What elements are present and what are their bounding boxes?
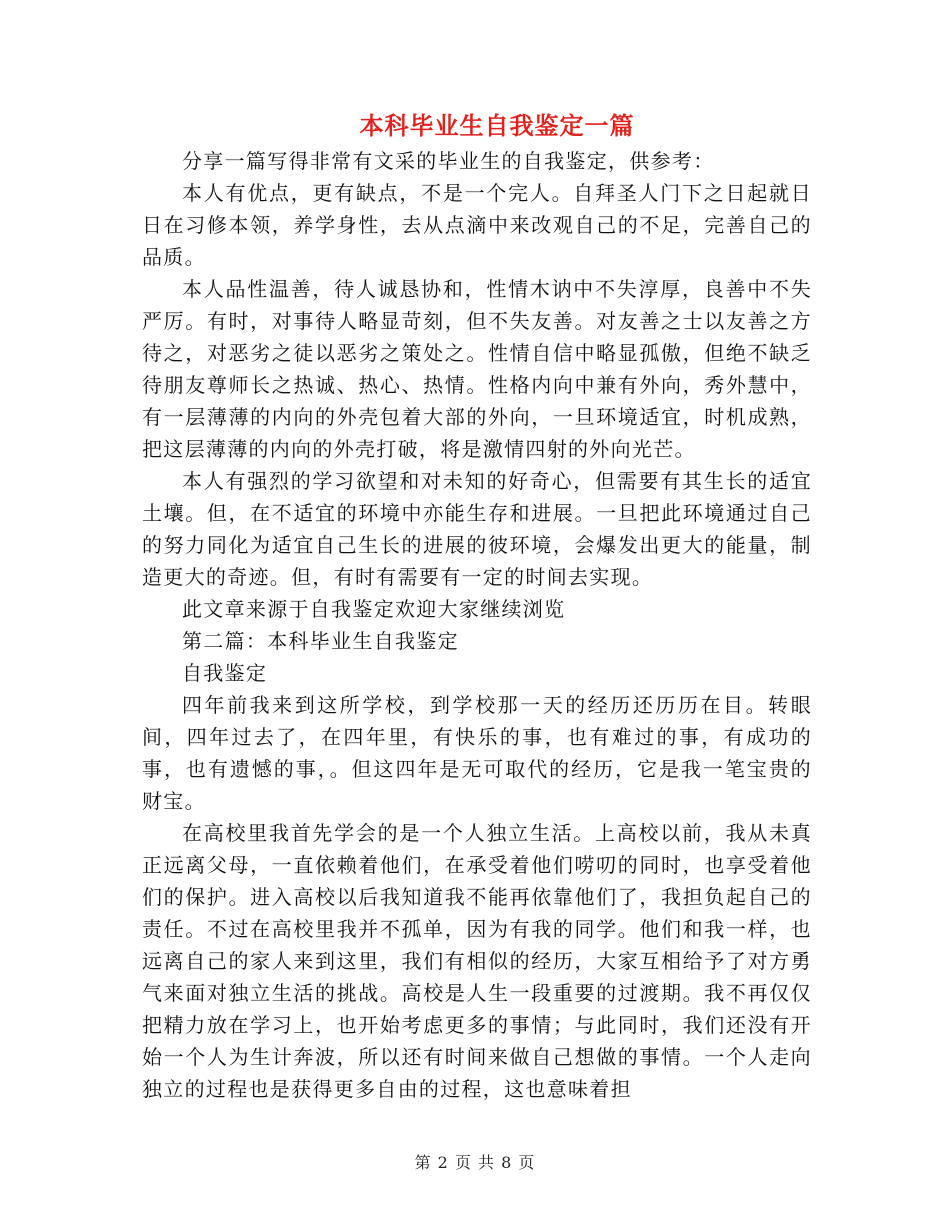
document-body [142, 145, 812, 1105]
paragraph-source-note: 此文章来源于自我鉴定欢迎大家继续浏览 [182, 597, 566, 621]
subsection-heading: 自我鉴定 [182, 661, 268, 685]
paragraph-5: 在高校里我首先学会的是一个人独立生活。上高校以前，我从未真正远离父母，一直依赖着他们，在承受着他们唠叨的同时，也享受着他们的保护。进入高校以后我知道我不能再依靠他们了，我担负起自己的责任。不过在高校里我并不孤单，因为有我的同学。他们和我一样，也远离自己的家人来到这里，我们有相似的经历，大家互相给予了对方勇气来面对独立生活的挑战。高校是人生一段重要的过渡期。我不再仅仅把精力放在学习上，也开始考虑更多的事情；与此同时，我们还没有开始一个人为生计奔波，所以还有时间来做自己想做的事情。一个人走向独立的过程也是获得更多自由的过程，这也意味着担 [142, 821, 812, 1101]
paragraph-2: 本人品性温善，待人诚恳协和，性情木讷中不失淳厚，良善中不失严厉。有时，对事待人略显苛刻，但不失友善。对友善之士以友善之方待之，对恶劣之徒以恶劣之策处之。性情自信中略显孤傲，但绝不缺乏待朋友尊师长之热诚、热心、热情。性格内向中兼有外向，秀外慧中，有一层薄薄的内向的外壳包着大部的外向，一旦环境适宜，时机成熟，把这层薄薄的内向的外壳打破，将是激情四射的外向光芒。 [142, 277, 812, 461]
paragraph-1: 本人有优点，更有缺点，不是一个完人。自拜圣人门下之日起就日日在习修本领，养学身性，去从点滴中来改观自己的不足，完善自己的品质。 [142, 181, 812, 269]
document-title: 本科毕业生自我鉴定一篇 [359, 111, 635, 140]
page-footer: 第 2 页 共 8 页 [414, 1153, 536, 1172]
paragraph-3: 本人有强烈的学习欲望和对未知的好奇心，但需要有其生长的适宜土壤。但，在不适宜的环境中亦能生存和进展。一旦把此环境通过自己的努力同化为适宜自己生长的进展的彼环境，会爆发出更大的能量，制造更大的奇迹。但，有时有需要有一定的时间去实现。 [142, 469, 812, 589]
paragraph-intro: 分享一篇写得非常有文采的毕业生的自我鉴定，供参考： [182, 149, 715, 173]
paragraph-4: 四年前我来到这所学校，到学校那一天的经历还历历在目。转眼间，四年过去了，在四年里，有快乐的事，也有难过的事，有成功的事，也有遗憾的事，。但这四年是无可取代的经历，它是我一笔宝贵的财宝。 [142, 693, 812, 813]
section-heading: 第二篇：本科毕业生自我鉴定 [182, 629, 459, 653]
